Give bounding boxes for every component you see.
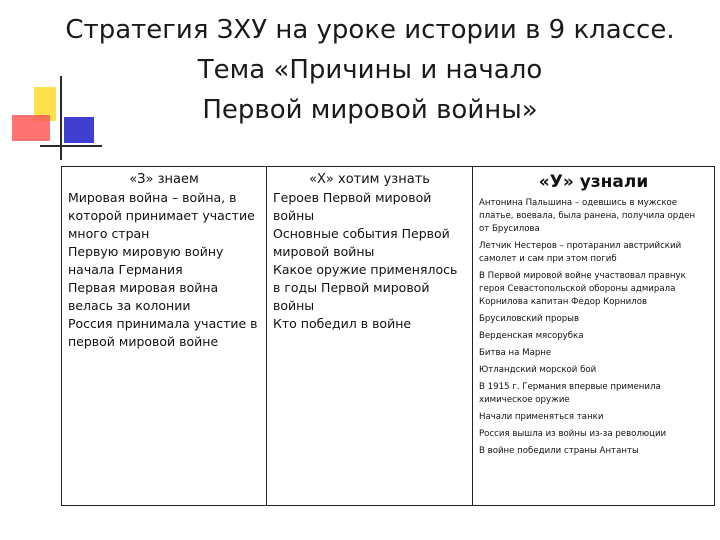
learned-item: В 1915 г. Германия впервые применила химическое оружие — [479, 382, 661, 405]
zhu-table — [61, 166, 715, 506]
title-line-2: Тема «Причины и начало — [197, 55, 543, 85]
learned-item: Ютландский морской бой — [479, 365, 597, 375]
learned-item: Битва на Марне — [479, 348, 552, 358]
column-want-header: «Х» хотим узнать — [309, 172, 430, 187]
want-item: Кто победил в войне — [273, 316, 412, 331]
learned-item: Верденская мясорубка — [479, 331, 584, 341]
learned-item: Антонина Пальшина – одевшись в мужское платье, воевала, была ранена, получила орден от Брусилова — [479, 198, 696, 234]
learned-item: Россия вышла из войны из-за революции — [479, 429, 667, 439]
want-item: Героев Первой мировой войны — [273, 190, 432, 223]
column-learned-header: «У» узнали — [538, 172, 649, 192]
column-know — [62, 167, 267, 506]
decor-horizontal-line — [40, 145, 102, 147]
know-item: Россия принимала участие в первой мировой войне — [68, 316, 258, 349]
title-line-3: Первой мировой войны» — [202, 95, 538, 125]
learned-item: Летчик Нестеров – протаранил австрийский самолет и сам при этом погиб — [479, 241, 682, 264]
learned-item: В Первой мировой войне участвовал правнук героя Севастопольской обороны адмирала Корнилова капитан Федор Корнилов — [479, 271, 686, 307]
column-want — [267, 167, 473, 506]
learned-item: Брусиловский прорыв — [479, 314, 580, 324]
want-item: Какое оружие применялось в годы Первой мировой войны — [273, 262, 458, 313]
slide-title — [40, 10, 700, 130]
know-item: Мировая война – война, в которой принимает участие много стран — [68, 190, 255, 241]
know-item: Первая мировая война велась за колонии — [68, 280, 219, 313]
title-line-1: Стратегия ЗХУ на уроке истории в 9 классе. — [65, 15, 675, 45]
learned-item: В войне победили страны Антанты — [479, 446, 639, 456]
know-item: Первую мировую войну начала Германия — [68, 244, 224, 277]
learned-item: Начали применяться танки — [479, 412, 604, 422]
column-know-header: «З» знаем — [129, 172, 199, 187]
column-learned — [473, 167, 715, 506]
want-item: Основные события Первой мировой войны — [273, 226, 450, 259]
